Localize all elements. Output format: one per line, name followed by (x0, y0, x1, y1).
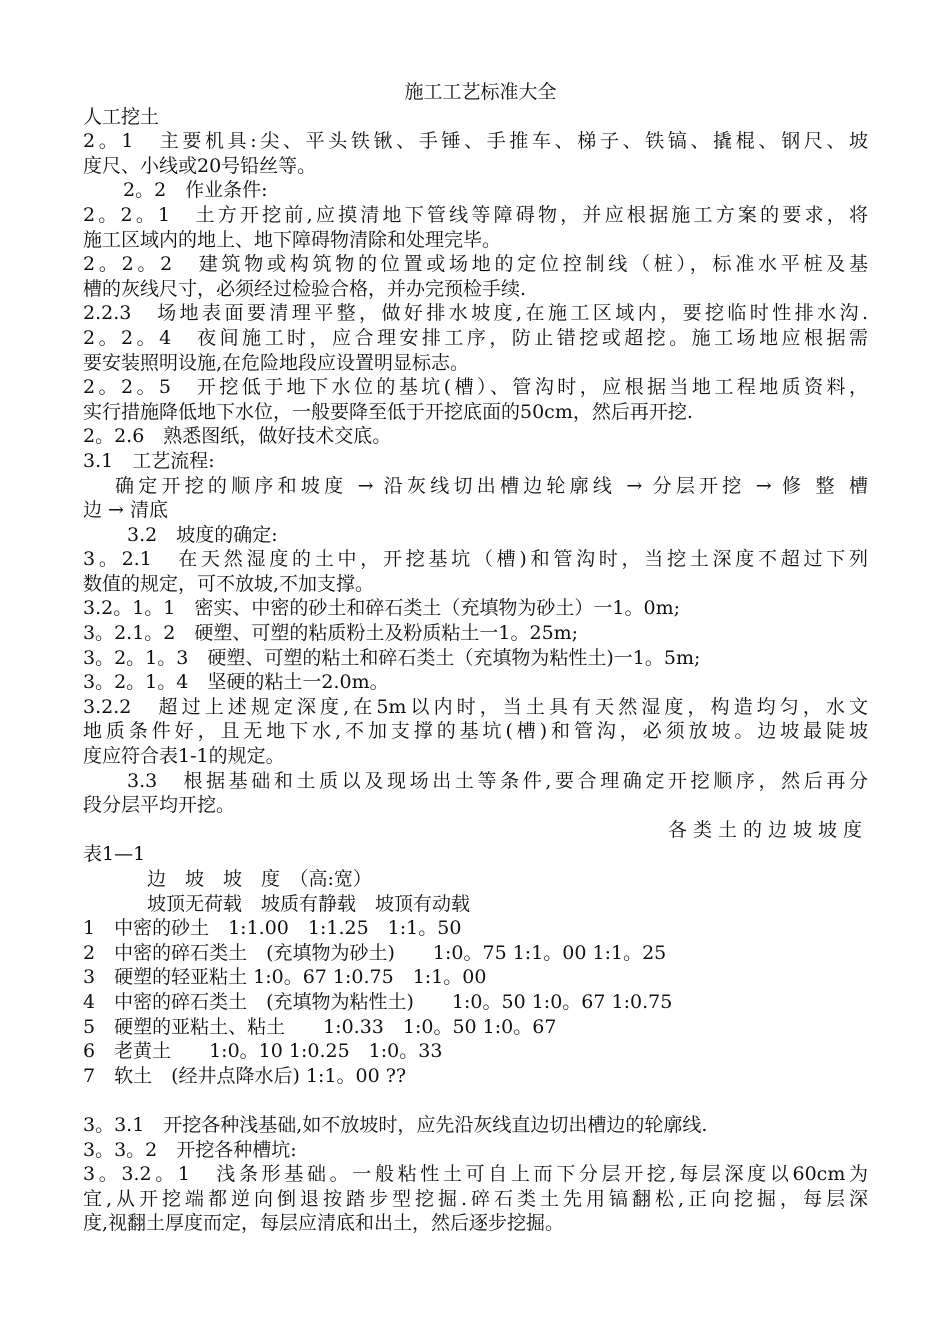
paragraph-line: 3.2。1。1 密实、中密的砂土和碎石类土（充填物为砂土）一1。0m; (83, 597, 680, 620)
paragraph-line: 3。3。2 开挖各种槽坑: (83, 1138, 297, 1161)
paragraph-line: 2。2。1 土方开挖前,应摸清地下管线等障碍物，并应根据施工方案的要求，将 (83, 203, 868, 226)
section-heading: 人工挖土 (83, 105, 160, 128)
subsection-heading: 3.2 坡度的确定: (127, 523, 278, 546)
paragraph-line: 要安装照明设施,在危险地段应设置明显标志。 (83, 351, 470, 374)
paragraph-line: 2。2。2 建筑物或构筑物的位置或场地的定位控制线（桩），标准水平桩及基 (83, 253, 868, 276)
table-header: 边 坡 坡 度 （高:宽） (147, 868, 372, 890)
paragraph-line: 3.2.2 超过上述规定深度,在5m以内时，当土具有天然湿度，构造均匀，水文 (83, 695, 868, 718)
table-row: 7 软土 (经井点降水后) 1:1。00 ?? (83, 1064, 407, 1087)
paragraph-line: 2。2。5 开挖低于地下水位的基坑(槽）、管沟时，应根据当地工程地质资料， (83, 376, 868, 399)
paragraph-line: 施工区域内的地上、地下障碍物清除和处理完毕。 (83, 228, 502, 251)
paragraph-line: 3。3.2。1 浅条形基础。一般粘性土可自上而下分层开挖,每层深度以60cm为 (83, 1163, 868, 1186)
subsection-heading: 3.1 工艺流程: (83, 449, 215, 472)
paragraph-line: 2。1 主要机具:尖、平头铁锹、手锤、手推车、梯子、铁镐、撬棍、钢尺、坡 (83, 130, 868, 153)
process-flow-line: 确定开挖的顺序和坡度 → 沿灰线切出槽边轮廓线 → 分层开挖 → 修 整 槽 (115, 474, 868, 497)
paragraph-line: 段分层平均开挖。 (83, 794, 236, 817)
table-row: 5 硬塑的亚粘土、粘土 1:0.33 1:0。50 1:0。67 (83, 1015, 557, 1038)
paragraph-line: 度,视翻土厚度而定，每层应清底和出土，然后逐步挖掘。 (83, 1212, 565, 1235)
paragraph-line: 3。3.1 开挖各种浅基础,如不放坡时，应先沿灰线直边切出槽边的轮廓线. (83, 1113, 708, 1136)
paragraph-line: 2.2.3 场地表面要清理平整，做好排水坡度,在施工区域内，要挖临时性排水沟. (83, 302, 868, 325)
process-flow-line: 边 → 清底 (83, 499, 168, 522)
paragraph-line: 3.3 根据基础和土质以及现场出土等条件,要合理确定开挖顺序，然后再分 (127, 769, 868, 792)
table-row: 4 中密的碎石类土 (充填物为粘性土) 1:0。50 1:0。67 1:0.75 (83, 990, 673, 1013)
paragraph-line: 3。2。1。4 坚硬的粘土一2.0m。 (83, 671, 389, 694)
paragraph-line: 3。2。1。3 硬塑、可塑的粘土和碎石类土（充填物为粘性土)一1。5m; (83, 646, 701, 669)
paragraph-line: 2。2.6 熟悉图纸，做好技术交底。 (83, 425, 392, 448)
paragraph-line: 度应符合表1-1的规定。 (83, 745, 285, 768)
table-caption: 各类土的边坡坡度 (667, 818, 868, 841)
table-subheader: 坡顶无荷载 坡质有静载 坡顶有动载 (147, 892, 471, 915)
paragraph-line: 槽的灰线尺寸，必须经过检验合格，并办完预检手续. (83, 277, 527, 300)
table-row: 6 老黄土 1:0。10 1:0.25 1:0。33 (83, 1040, 443, 1063)
paragraph-line: 宜,从开挖端都逆向倒退按踏步型挖掘.碎石类土先用镐翻松,正向挖掘，每层深 (83, 1187, 868, 1210)
table-number: 表1—1 (83, 843, 146, 866)
document-title: 施工工艺标准大全 (404, 81, 557, 103)
paragraph-line: 实行措施降低地下水位，一般要降至低于开挖底面的50cm，然后再开挖. (83, 400, 693, 423)
paragraph-line: 数值的规定，可不放坡,不加支撑。 (83, 572, 375, 595)
paragraph-line: 度尺、小线或20号铅丝等。 (83, 154, 317, 177)
table-row: 1 中密的砂土 1:1.00 1:1.25 1:1。50 (83, 917, 462, 940)
paragraph-line: 3。2.1 在天然湿度的土中，开挖基坑（槽)和管沟时，当挖土深度不超过下列 (83, 548, 868, 571)
blank-line (83, 1088, 868, 1113)
subsection-heading: 2。2 作业条件: (123, 179, 268, 202)
paragraph-line: 2。2。4 夜间施工时，应合理安排工序，防止错挖或超挖。施工场地应根据需 (83, 326, 868, 349)
document-page (83, 80, 868, 1236)
table-row: 3 硬塑的轻亚粘土 1:0。67 1:0.75 1:1。00 (83, 966, 487, 989)
paragraph-line: 3。2.1。2 硬塑、可塑的粘质粉土及粉质粘土一1。25m; (83, 622, 579, 645)
paragraph-line: 地质条件好，且无地下水,不加支撑的基坑(槽)和管沟，必须放坡。边坡最陡坡 (83, 720, 868, 743)
table-row: 2 中密的碎石类土 (充填物为砂土) 1:0。75 1:1。00 1:1。25 (83, 941, 667, 964)
